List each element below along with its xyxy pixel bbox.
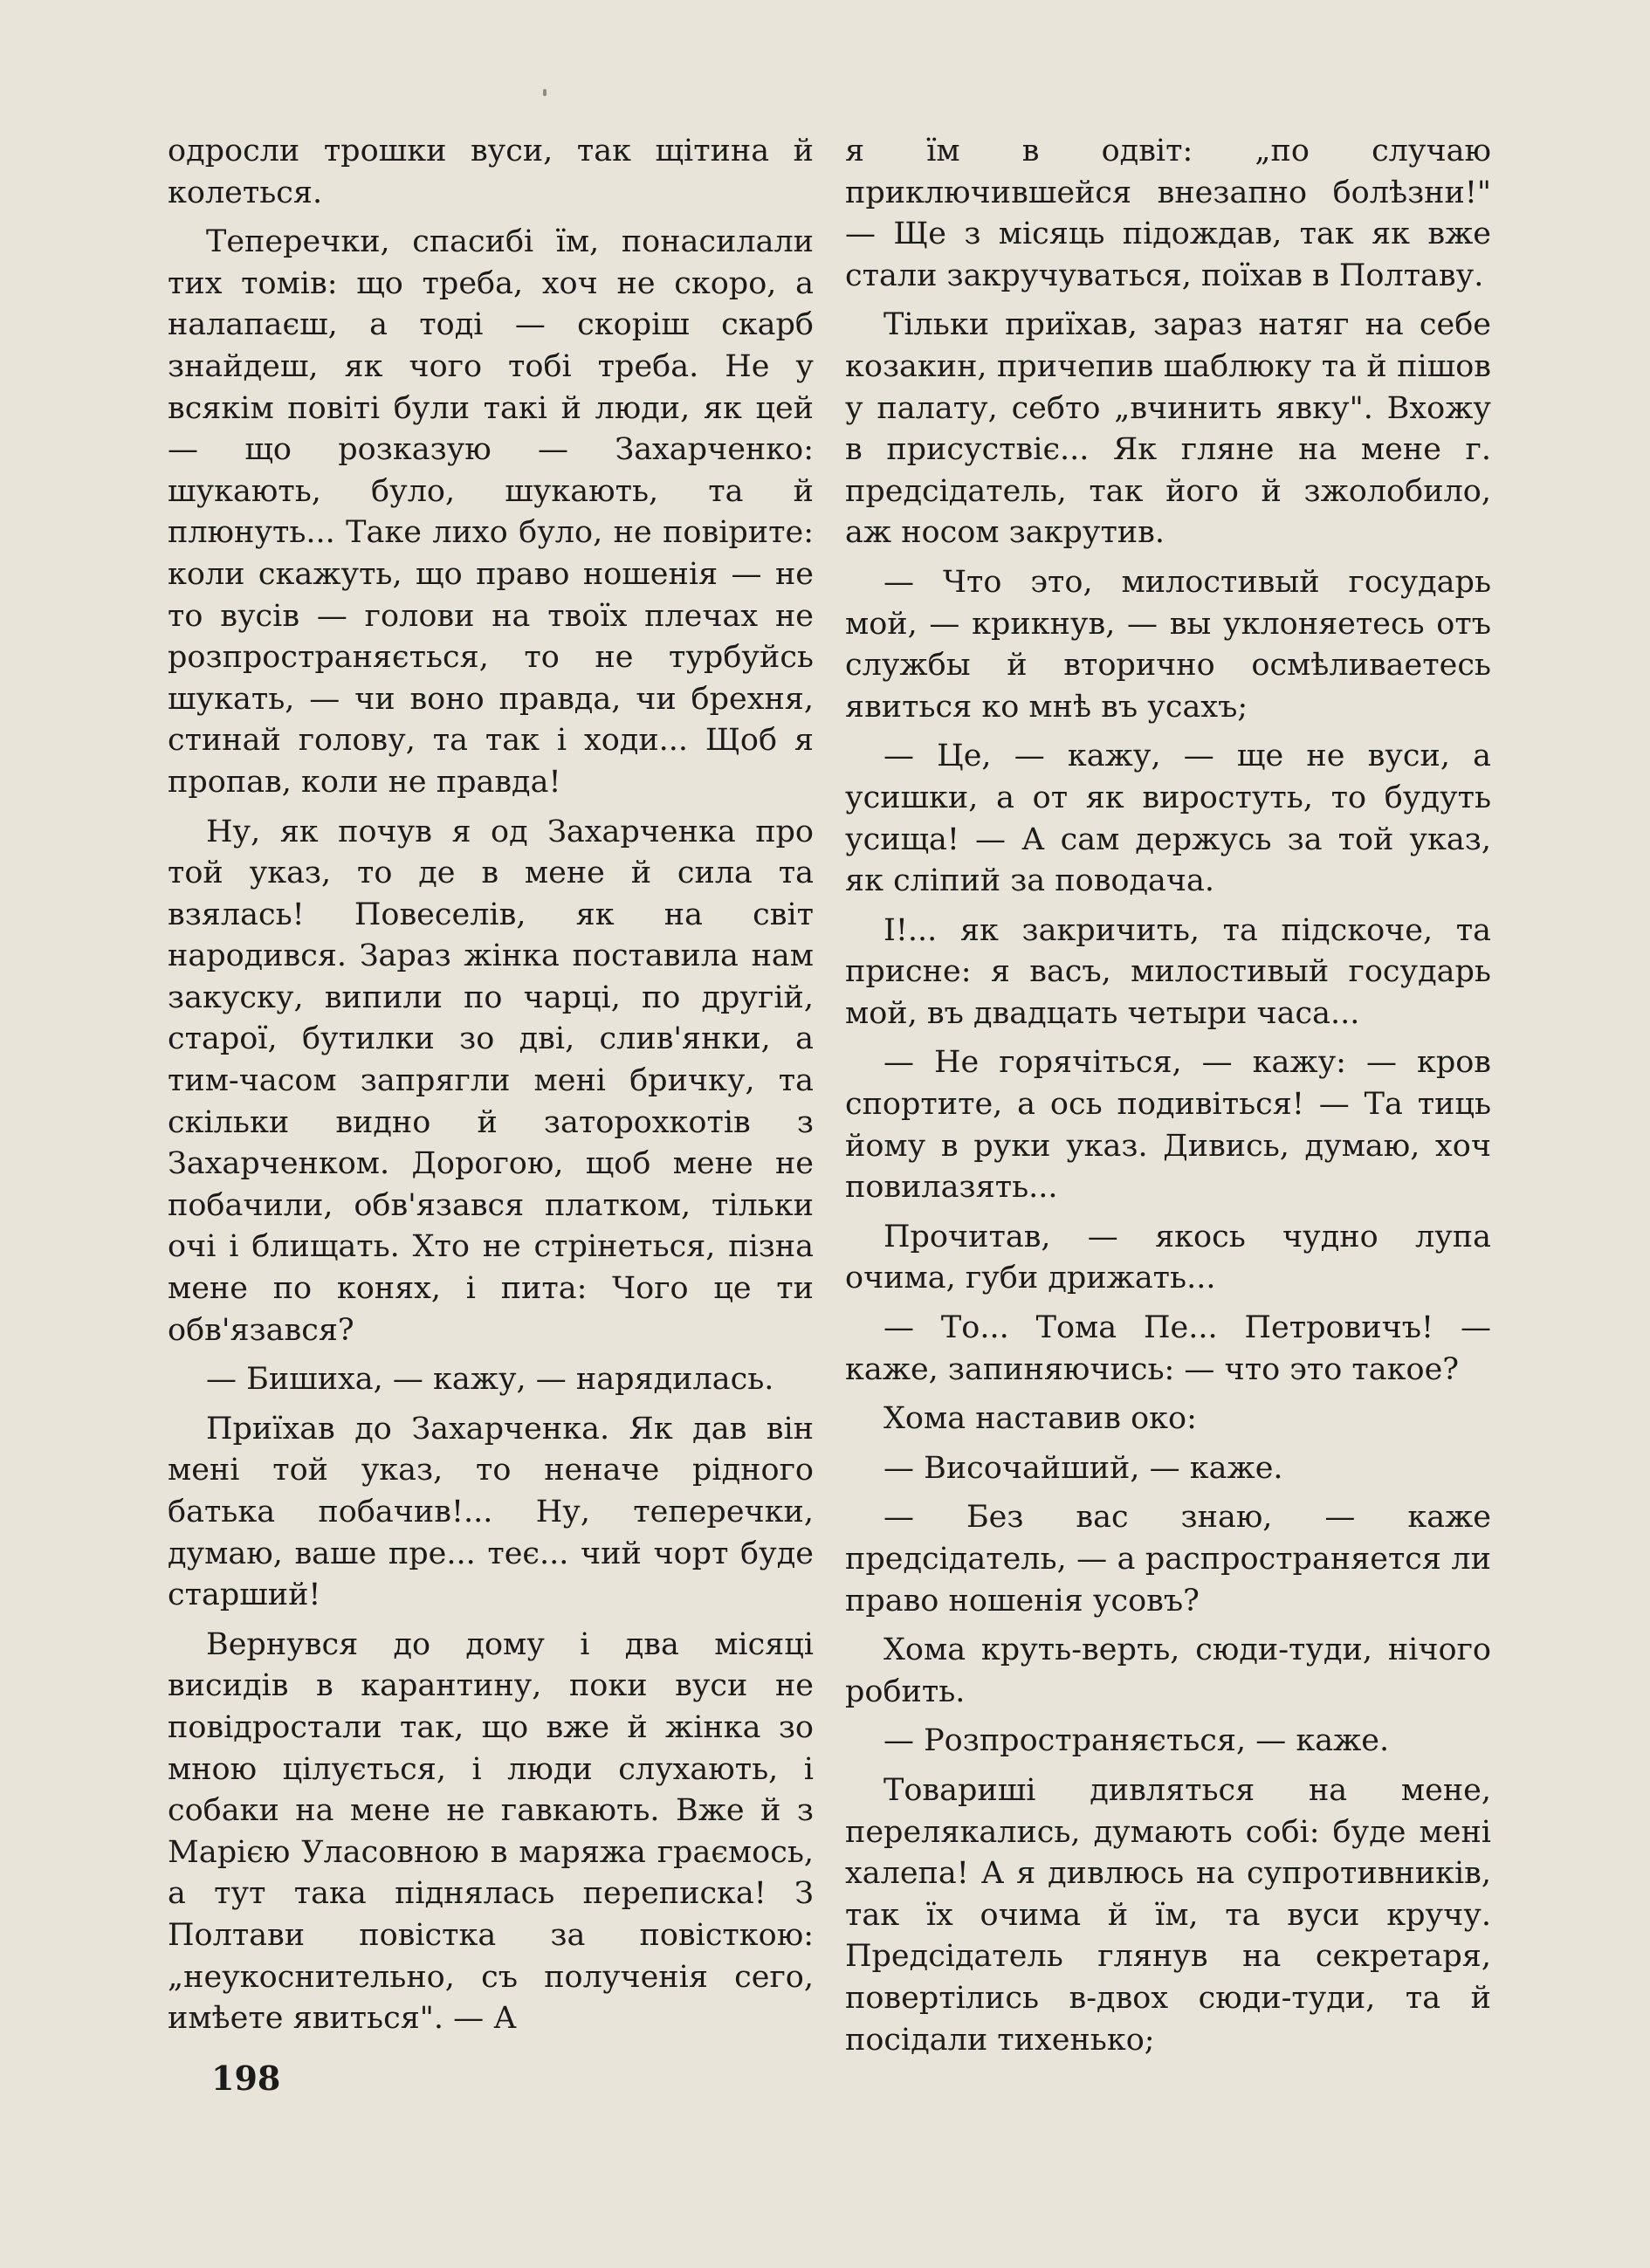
paragraph: — Височайший, — каже. — [883, 1450, 1283, 1486]
paragraph: — Розпространяється, — каже. — [883, 1723, 1390, 1759]
paragraph: Товариші дивляться на мене, перелякались, думають собі: буде мені халепа! А я дивлюсь на супротивників, так їх очима й їм, та вуси кручу. Предсідатель глянув на секретаря, повертілись в-двох сюди-туди, та й посідали тихенько; — [845, 1772, 1491, 2058]
paragraph: — Что это, милостивый государь мой, — крикнув, — вы уклоняетесь отъ службы й вторично осмѣливаетесь явиться ко мнѣ въ усахъ; — [845, 564, 1491, 725]
paragraph: одросли трошки вуси, так щітина й колеться. — [168, 134, 814, 210]
right-column — [845, 131, 1491, 2069]
paragraph: — Без вас знаю, — каже предсідатель, — а распространяется ли право ношенія усовъ? — [845, 1500, 1491, 1619]
paragraph: Тільки приїхав, зараз натяг на себе козакин, причепив шаблюку та й пішов у палату, себто „вчинить явку". Вхожу в присуствіє... Як гляне на мене г. предсідатель, так його й зжолобило, аж носом закрутив. — [845, 307, 1491, 551]
paragraph: Вернувся до дому і два місяці висидів в карантину, поки вуси не повідростали так, що вже й жінка зо мною цілується, і люди слухають, і собаки на мене не гавкають. Вже й з Марією Уласовною в маряжа граємось, а тут така піднялась переписка! З Полтави повістка за повісткою: „неукоснительно, съ полученія сего, имѣете явиться". — А — [168, 1626, 814, 2037]
paragraph: Хома наставив око: — [883, 1401, 1197, 1437]
paragraph: Приїхав до Захарченка. Як дав він мені той указ, то неначе рідного батька побачив!... Ну, теперечки, думаю, ваше пре... теє... чий чорт буде старший! — [168, 1411, 814, 1613]
paragraph: я їм в одвіт: „по случаю приключившейся внезапно болѣзни!" — Ще з місяць підождав, так як вже стали закручуваться, поїхав в Полтаву. — [845, 134, 1491, 293]
paragraph: — Не горячіться, — кажу: — кров спортите, а ось подивіться! — Та тиць йому в руки указ. Дивись, думаю, хоч повилазять... — [845, 1045, 1491, 1206]
paragraph: Ну, як почув я од Захарченка про той указ, то де в мене й сила та взялась! Повеселів, як на світ народився. Зараз жінка поставила нам закуску, випили по чарці, по другій, старої, бутилки зо дві, слив'янки, а тим-часом запрягли мені бричку, та скільки видно й заторохкотів з Захарченком. Дорогою, щоб мене не побачили, обв'язався платком, тільки очі і блищать. Хто не стрінеться, пізна мене по конях, і пита: Чого це ти обв'язався? — [168, 814, 814, 1348]
paragraph: Прочитав, — якось чудно лупа очима, губи дрижать... — [845, 1219, 1491, 1296]
page-number: 198 — [211, 2058, 281, 2098]
paragraph: — То... Тома Пе... Петровичъ! — каже, запиняючись: — что это такое? — [845, 1310, 1491, 1387]
paragraph: Теперечки, спасибі їм, понасилали тих томів: що треба, хоч не скоро, а налапаєш, а тоді — скоріш скарб знайдеш, як чого тобі треба. Не у всякім повіті були такі й люди, як цей — що розказую — Захарченко: шукають, було, шукають, та й плюнуть... Таке лихо було, не повірите: коли скажуть, що право ношенія — не то вусів — голови на твоїх плечах не розпространяється, то не турбуйсь шукать, — чи воно правда, чи брехня, стинай голову, та так і ходи... Щоб я пропав, коли не правда! — [168, 224, 814, 800]
paragraph: — Це, — кажу, — ще не вуси, а усишки, а от як виростуть, то будуть усища! — А сам держусь за той указ, як сліпий за поводача. — [845, 739, 1491, 899]
paragraph: — Бишиха, — кажу, — нарядилась. — [206, 1362, 774, 1398]
paragraph: Хома круть-верть, сюди-туди, нічого робить. — [845, 1632, 1491, 1709]
left-column — [168, 131, 814, 2048]
print-speck — [543, 89, 547, 96]
paragraph: І!... як закричить, та підскоче, та присне: я васъ, милостивый государь мой, въ двадцать четыри часа... — [845, 912, 1491, 1031]
